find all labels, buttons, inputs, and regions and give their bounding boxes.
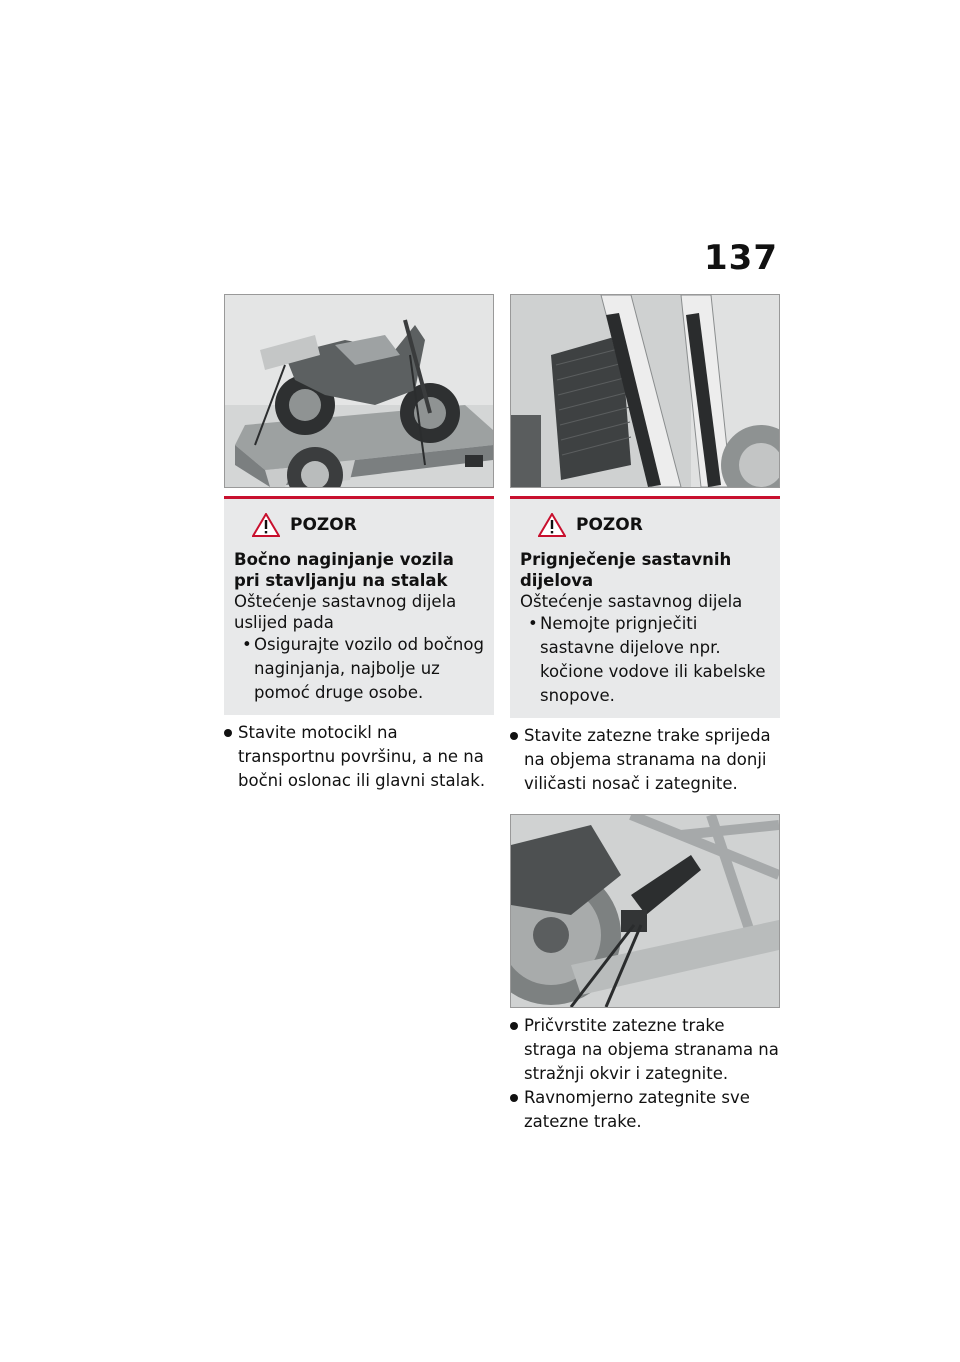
- front-fork-strap-photo: [510, 294, 780, 488]
- bullet-icon: [224, 729, 232, 737]
- instruction-list: [224, 721, 494, 793]
- warning-label: POZOR: [290, 515, 357, 535]
- warning-title: Bočno naginjanje vozila pri stavljanju na stalak: [234, 550, 454, 590]
- warning-list: [234, 633, 484, 705]
- front-fork-illustration: [511, 295, 779, 487]
- instruction-item: Stavite zatezne trake sprijeda na objema stranama na donji viličasti nosač i zategnite.: [510, 724, 780, 796]
- warning-header: [520, 513, 770, 537]
- rear-frame-illustration: [511, 815, 779, 1007]
- instruction-item: Stavite motocikl na transportnu površinu, a ne na bočni oslonac ili glavni stalak.: [224, 721, 494, 793]
- bullet-icon: [510, 1094, 518, 1102]
- right-column: [510, 294, 780, 1134]
- warning-list-item: • Nemojte prignječiti sastavne dijelove npr. kočione vodove ili kabelske snopove.: [528, 614, 766, 705]
- page-number: 137: [704, 238, 778, 278]
- warning-text: Oštećenje sastavnog dijela uslijed pada: [234, 592, 457, 632]
- warning-triangle-icon: [252, 513, 280, 537]
- warning-triangle-icon: [538, 513, 566, 537]
- instruction-item: Ravnomjerno zategnite sve zatezne trake.: [510, 1086, 780, 1134]
- rear-frame-strap-photo: [510, 814, 780, 1008]
- warning-text: Oštećenje sastavnog dijela: [520, 592, 743, 611]
- bullet-icon: [510, 732, 518, 740]
- warning-label: POZOR: [576, 515, 643, 535]
- warning-header: [234, 513, 484, 537]
- instruction-list-rear: [510, 1014, 780, 1134]
- instruction-list-front: [510, 724, 780, 796]
- warning-list: [520, 612, 770, 708]
- bullet-icon: [510, 1022, 518, 1030]
- instruction-item: Pričvrstite zatezne trake straga na objema stranama na stražnji okvir i zategnite.: [510, 1014, 780, 1086]
- left-column: [224, 294, 494, 793]
- warning-box-tipping: [224, 496, 494, 715]
- warning-title: Prignječenje sastavnih dijelova: [520, 550, 732, 590]
- warning-list-item: • Osigurajte vozilo od bočnog naginjanja, najbolje uz pomoć druge osobe.: [242, 635, 484, 702]
- motorcycle-on-trailer-photo: [224, 294, 494, 488]
- motorcycle-trailer-illustration: [225, 295, 493, 487]
- warning-box-crushing: [510, 496, 780, 718]
